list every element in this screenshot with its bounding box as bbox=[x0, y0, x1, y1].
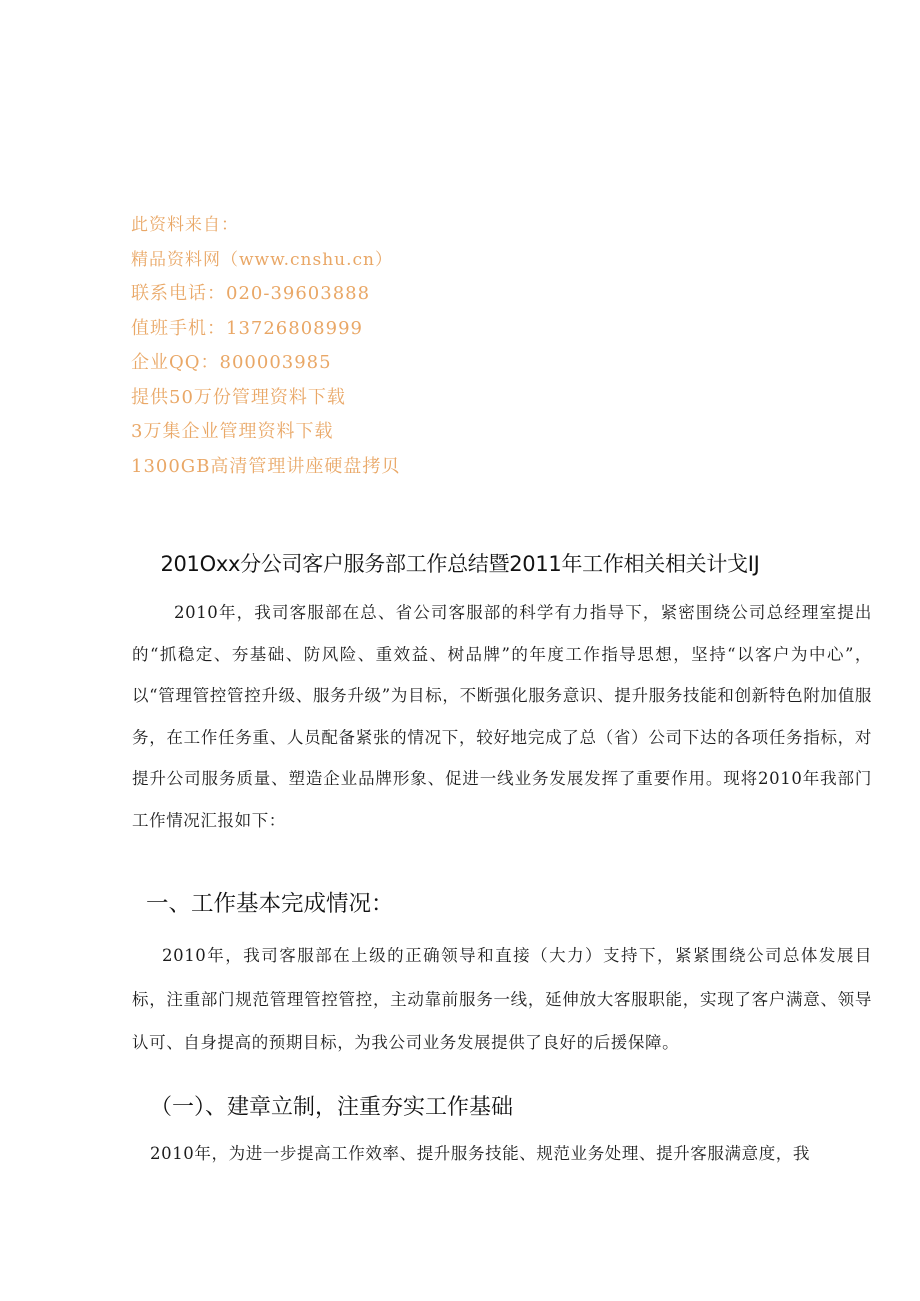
intro-paragraph: 2010年，我司客服部在总、省公司客服部的科学有力指导下，紧密围绕公司总经理室提出的“抓稳定、夯基础、防风险、重效益、树品牌”的年度工作指导思想，坚持“以客户为中心”，以“管理管控管控升级、服务升级”为目标，不断强化服务意识、提升服务技能和创新特色附加值服务，在工作任务重、人员配备紧张的情况下，较好地完成了总（省）公司下达的各项任务指标，对提升公司服务质量、塑造企业品牌形象、促进一线业务发展发挥了重要作用。现将2010年我部门工作情况汇报如下： bbox=[132, 603, 872, 830]
source-info-block bbox=[131, 208, 691, 484]
source-line-origin: 此资料来自： bbox=[131, 215, 239, 235]
section-heading-1: 一、工作基本完成情况： bbox=[146, 891, 394, 917]
source-line-offer-2: 3万集企业管理资料下载 bbox=[131, 421, 334, 442]
source-line-qq: 企业QQ：800003985 bbox=[131, 352, 332, 373]
source-line-mobile: 值班手机：13726808999 bbox=[131, 317, 363, 339]
source-line-offer-3: 1300GB高清管理讲座硬盘拷贝 bbox=[131, 455, 401, 477]
document-title: 201Oxx分公司客户服务部工作总结暨2011年工作相关相关计戈IJ bbox=[160, 552, 760, 576]
source-line-offer-1: 提供50万份管理资料下载 bbox=[131, 386, 346, 408]
subsection-1-paragraph: 2010年，为进一步提高工作效率、提升服务技能、规范业务处理、提升客服满意度，我 bbox=[150, 1144, 810, 1163]
section-1-paragraph: 2010年，我司客服部在上级的正确领导和直接（大力）支持下，紧紧围绕公司总体发展目标，注重部门规范管理管控管控，主动靠前服务一线，延伸放大客服职能，实现了客户满意、领导认可、自身提高的预期目标，为我公司业务发展提供了良好的后援保障。 bbox=[132, 946, 872, 1052]
source-line-website: 精品资料网（www.cnshu.cn） bbox=[131, 249, 394, 270]
source-line-phone: 联系电话：020-39603888 bbox=[131, 283, 371, 304]
subsection-heading-1: （一）、建章立制，注重夯实工作基础 bbox=[150, 1095, 514, 1120]
